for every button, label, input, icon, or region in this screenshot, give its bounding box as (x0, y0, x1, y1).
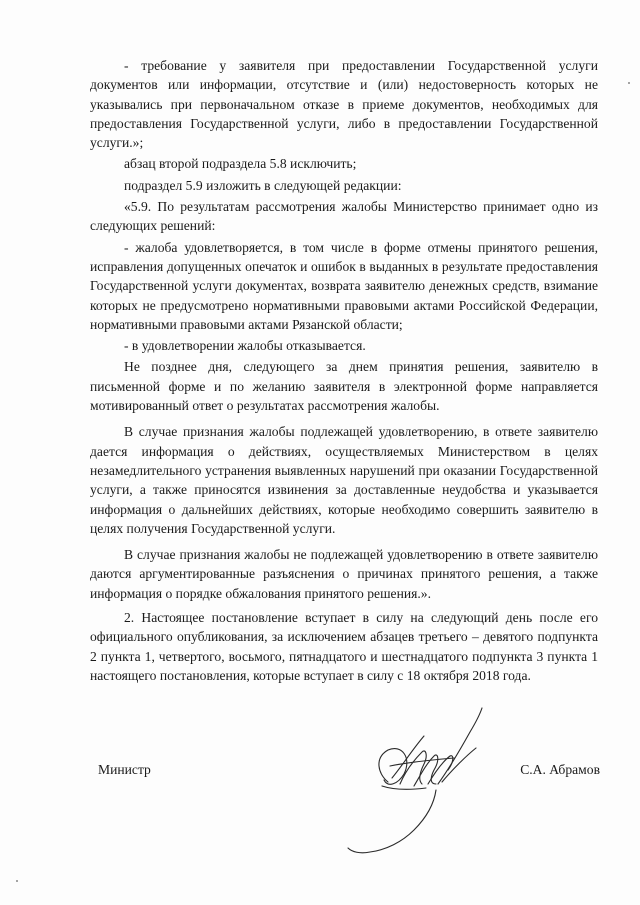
handwritten-signature-icon (330, 700, 500, 860)
paragraph-exclude-5-8: абзац второй подраздела 5.8 исключить; (124, 156, 357, 172)
signatory-name: С.А. Абрамов (520, 762, 600, 777)
paragraph-complaint-denied: - в удовлетворении жалобы отказывается. (124, 338, 366, 354)
paragraph-5-9-intro: подраздел 5.9 изложить в следующей редакции: (124, 177, 402, 193)
paragraph-denied-response: В случае признания жалобы не подлежащей удовлетворению в ответе заявителю даются аргументированные разъяснения о причинах принятого решения, а также информация о порядке обжалования принятого решения.». (90, 547, 598, 601)
paragraph-response-deadline: Не позднее дня, следующего за днем принятия решения, заявителю в письменной форме и по желанию заявителя в электронной форме направляется мотивированный ответ о результатах рассмотрения жалобы. (90, 359, 598, 414)
signatory-title: Министр (98, 762, 151, 777)
paragraph-satisfied-response: В случае признания жалобы подлежащей удовлетворению, в ответе заявителю дается информация о действиях, осуществляемых Министерством в целях незамедлительного устранения выявленных нарушений при оказании Государственной услуги, а также приносятся извинения за доставленные неудобства и указывается информация о дальнейших действиях, которые необходимо совершить заявителю в целях получения Государственной услуги. (90, 424, 598, 536)
paragraph-complaint-satisfied: - жалоба удовлетворяется, в том числе в форме отмены принятого решения, исправления допущенных опечаток и ошибок в выданных в результате предоставления Государственной услуги документах, возврата заявителю денежных средств, взимание которых не предусмотрено нормативными правовыми актами Российской Федерации, нормативными правовыми актами Рязанской области; (90, 239, 598, 332)
scan-speck (628, 82, 630, 84)
document-body (90, 56, 598, 685)
paragraph-5-9-heading: «5.9. По результатам рассмотрения жалобы Министерство принимает одно из следующих решений: (90, 199, 598, 234)
paragraph-requirement-clause: - требование у заявителя при предоставлении Государственной услуги документов или информации, отсутствие и (или) недостоверность которых не указывались при первоначальном отказе в приеме документов, необходимых для предоставления Государственной услуги, либо в предоставлении Государственной услуги.»; (90, 58, 598, 151)
paragraph-effective-date: 2. Настоящее постановление вступает в силу на следующий день после его официального опубликования, за исключением абзацев третьего – девятого подпункта 2 пункта 1, четвертого, восьмого, пятнадцатого и шестнадцатого подпункта 3 пункта 1 настоящего постановления, которые вступает в силу с 18 октября 2018 года. (90, 610, 598, 683)
scan-speck (16, 880, 18, 882)
